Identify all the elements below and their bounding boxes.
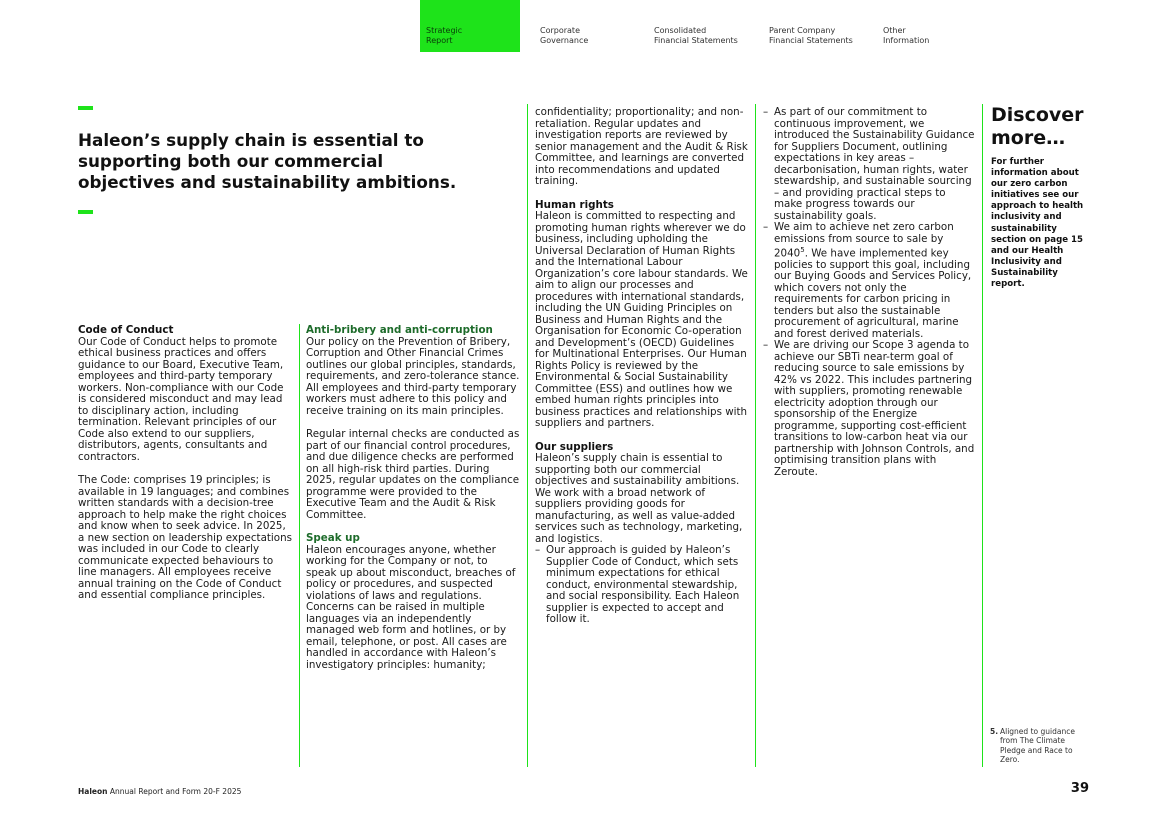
code-principles-paragraph: The Code: comprises 19 principles; is available in 19 languages; and combines written standards with a decision-tree approach to help make the right choices and know when to seek advice. In 2025, a new section on leadership expectations was included in our Code to clearly communicate expected behaviours to line managers. All employees receive annual training on the Code of Conduct and essential compliance principles.	[78, 474, 292, 601]
column-human-rights	[535, 107, 748, 626]
list-item-text: We aim to achieve net zero carbon emissions from source to sale by 2040	[774, 221, 954, 260]
page-headline: Haleon’s supply chain is essential to supporting both our commercial objectives and sustainability ambitions.	[78, 130, 457, 192]
human-rights-paragraph: Haleon is committed to respecting and promoting human rights wherever we do business, including upholding the Universal Declaration of Human Rights and the International Labour Organization’s core labour standards. We aim to align our processes and procedures with international standards, including the UN Guiding Principles on Business and Human Rights and the Organisation for Economic Co-operation and Development’s (OECD) Guidelines for Multinational Enterprises. Our Human Rights Policy is reviewed by the Environmental & Social Sustainability Committee (ESS) and outlines how we embed human rights principles into business practices and relationships with suppliers and partners.	[535, 210, 748, 429]
accent-bar-bottom	[78, 210, 93, 214]
discover-more-link[interactable]: For further information about our zero carbon initiatives see our approach to health inclusivity and sustainability section on page 15 and our Health Inclusivity and Sustainability report.	[991, 157, 1084, 290]
nav-tab-parent-company-financial-statements[interactable]	[763, 0, 873, 52]
column-divider	[299, 324, 300, 767]
nav-tab-consolidated-financial-statements[interactable]	[648, 0, 758, 52]
footer-title: Annual Report and Form 20-F 2025	[109, 787, 242, 796]
column-divider	[755, 104, 756, 767]
footer-brand: Haleon	[78, 787, 108, 796]
our-suppliers-paragraph: Haleon’s supply chain is essential to supporting both our commercial objectives and sustainability ambitions. We work with a broad network of suppliers providing goods for manufacturing, as well as value-added services such as technology, marketing, and logistics.	[535, 452, 743, 545]
internal-checks-paragraph: Regular internal checks are conducted as part of our financial control procedures, and due diligence checks are performed on all high-risk third parties. During 2025, regular updates on the compliance programme were provided to the Executive Team and the Audit & Risk Committee.	[306, 428, 520, 521]
nav-tab-label: Report	[426, 36, 453, 45]
column-divider	[982, 104, 983, 767]
nav-tab-label: Consolidated	[654, 26, 707, 35]
footnote-text: Aligned to guidance from The Climate Pledge and Race to Zero.	[1000, 727, 1075, 765]
footnote	[987, 727, 1087, 765]
list-item: – We are driving our Scope 3 agenda to achieve our SBTi near-term goal of reducing source to sale emissions by 42% vs 2022. This includes partnering with suppliers, promoting renewable electricity adoption through our sponsorship of the Energize programme, supporting cost-efficient transitions to low-carbon heat via our partnership with Johnson Controls, and optimising transition plans with Zeroute.	[763, 340, 975, 478]
nav-tab-corporate-governance[interactable]	[534, 0, 644, 52]
code-of-conduct-heading: Code of Conduct	[78, 324, 174, 336]
nav-tab-label: Financial Statements	[654, 36, 738, 45]
sustainability-list	[763, 107, 975, 478]
column-divider	[527, 104, 528, 767]
footer-report-title	[78, 787, 241, 796]
anti-bribery-paragraph: Our policy on the Prevention of Bribery, Corruption and Other Financial Crimes outlines our global principles, standards, requirements, and zero-tolerance stance. All employees and third-party temporary workers must adhere to this policy and receive training on its main principles.	[306, 335, 520, 417]
list-item: – As part of our commitment to continuous improvement, we introduced the Sustainability Guidance for Suppliers Document, outlining expectations in key areas – decarbonisation, human rights, water stewardship, and sustainable sourcing – and providing practical steps to make progress towards our sustainability goals.	[763, 107, 975, 222]
human-rights-heading: Human rights	[535, 198, 614, 211]
section-nav	[0, 0, 1168, 52]
speak-up-heading: Speak up	[306, 532, 360, 544]
nav-tab-label: Parent Company	[769, 26, 836, 35]
footnote-ref[interactable]: 5	[800, 246, 805, 254]
code-of-conduct-paragraph: Our Code of Conduct helps to promote ethical business practices and offers guidance to our Board, Executive Team, employees and third-party temporary workers. Non-compliance with our Code is considered misconduct and may lead to disciplinary action, including termination. Relevant principles of our Code also extend to our suppliers, distributors, agents, consultants and contractors.	[78, 335, 284, 463]
nav-tab-label: Corporate	[540, 26, 580, 35]
speak-up-paragraph: Haleon encourages anyone, whether working for the Company or not, to speak up about misconduct, breaches of policy or procedures, and suspected violations of laws and regulations. Concerns can be raised in multiple languages via an independently managed web form and hotlines, or by email, telephone, or post. All cases are handled in accordance with Haleon’s investigatory principles: humanity;	[306, 543, 516, 671]
nav-tab-strategic-report[interactable]	[420, 0, 520, 52]
nav-tab-label: Governance	[540, 36, 589, 45]
speak-up-continued-paragraph: confidentiality; proportionality; and non-retaliation. Regular updates and investigation reports are reviewed by senior management and the Audit & Risk Committee, and learnings are converted into recommendations and updated training.	[535, 106, 748, 187]
nav-tab-label: Strategic	[426, 26, 463, 35]
suppliers-list	[535, 545, 748, 626]
list-item: – Our approach is guided by Haleon’s Supplier Code of Conduct, which sets minimum expectations for ethical conduct, environmental stewardship, and social responsibility. Each Haleon supplier is expected to accept and follow it.	[535, 545, 748, 626]
nav-tab-label: Other	[883, 26, 906, 35]
nav-tab-other-information[interactable]	[877, 0, 987, 52]
anti-bribery-heading: Anti-bribery and anti-corruption	[306, 324, 493, 336]
list-item	[763, 222, 975, 340]
our-suppliers-heading: Our suppliers	[535, 440, 614, 453]
nav-tab-label: Financial Statements	[769, 36, 853, 45]
column-sustainability	[763, 107, 975, 478]
nav-tab-label: Information	[883, 36, 930, 45]
column-code-of-conduct	[78, 325, 292, 614]
discover-more-title: Discover more…	[991, 104, 1084, 149]
column-anti-bribery	[306, 325, 520, 683]
page-number: 39	[1070, 781, 1089, 796]
accent-bar-top	[78, 106, 93, 110]
list-item-text: . We have implemented key policies to support this goal, including our Buying Goods and Services Policy, which covers not only the requirements for carbon pricing in tenders but also the sustainable procurement of agricultural, marine and forest derived materials.	[774, 247, 972, 340]
footnote-number: 5.	[990, 727, 999, 736]
